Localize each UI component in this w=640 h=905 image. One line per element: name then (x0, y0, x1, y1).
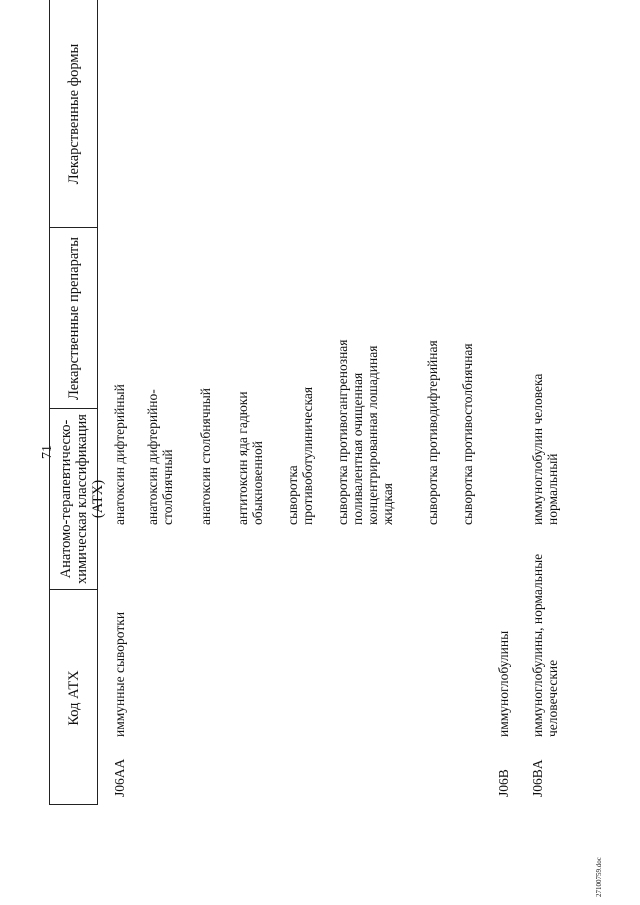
page-number: 71 (40, 445, 55, 459)
header-bottom-border (97, 0, 98, 805)
table-row-code: J06BA (530, 759, 545, 797)
table-top-border (49, 0, 50, 805)
table-row-code: J06B (496, 769, 511, 797)
column-divider-3 (49, 408, 97, 409)
footer-doc-ref: 27100759.doc (595, 857, 603, 897)
table-row-code: J06AA (112, 758, 127, 797)
table-row-drug: анатоксин дифтерийный (112, 384, 127, 525)
header-code: Код АТХ (66, 670, 82, 726)
table-row-drug: иммуноглобулин человека нормальный (530, 373, 560, 525)
table-row-drug: сыворотка противогангренозная поливалентная очищенная концентрированная лошадиная жидкая (335, 339, 395, 525)
table-row-drug: сыворотка противоботулиническая (285, 386, 315, 525)
table-row-drug: сыворотка противостолбнячная (460, 343, 475, 525)
table-row-drug: антитоксин яда гадюки обыкновенной (235, 391, 265, 525)
table-row-drug: анатоксин дифтерийно-столбнячный (145, 389, 175, 525)
column-divider-1 (49, 804, 97, 805)
header-forms: Лекарственные формы (66, 43, 82, 185)
column-divider-4 (49, 227, 97, 228)
header-drugs: Лекарственные препараты (66, 237, 82, 401)
table-row-atc: иммуноглобулины, нормальные человеческие (530, 553, 560, 737)
table-row-atc: иммуноглобулины (496, 630, 511, 737)
header-atc: Анатомо-терапевтическо-химическая классификация (АТХ) (58, 414, 106, 584)
table-row-drug: сыворотка противодифтерийная (425, 340, 440, 525)
column-divider-2 (49, 589, 97, 590)
table-row-atc: иммунные сыворотки (112, 611, 127, 737)
table-row-drug: анатоксин столбнячный (198, 387, 213, 525)
